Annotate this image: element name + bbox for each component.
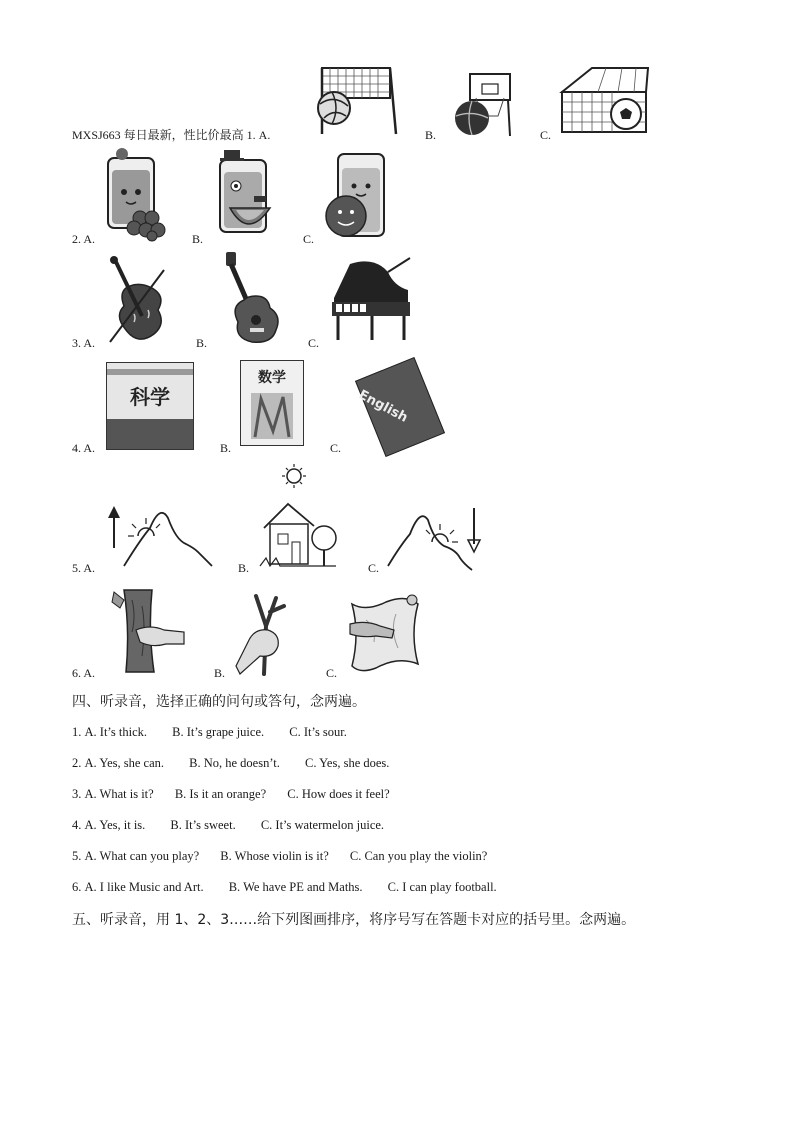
option-a: A. I like Music and Art. (84, 880, 204, 894)
question-2 (72, 756, 389, 771)
option-c: C. It’s sour. (289, 725, 347, 739)
question-6 (72, 880, 497, 895)
row3-label-b: B. (196, 336, 208, 350)
option-c: C. How does it feel? (287, 787, 390, 801)
row2-label-a: 2. A. (72, 232, 96, 246)
violin-image (100, 256, 172, 346)
row5-label-c: C. (368, 561, 380, 575)
sunrise-mountain-image (104, 500, 216, 572)
sunset-mountain-image (386, 500, 486, 574)
row6-label-a: 6. A. (72, 666, 96, 680)
row3-label-a: 3. A. (72, 336, 96, 350)
row3-label-c: C. (308, 336, 320, 350)
science-book-image (106, 362, 194, 450)
option-a: A. Yes, she can. (84, 756, 165, 770)
english-book-image (352, 358, 446, 452)
option-b: B. No, he doesn’t. (189, 756, 280, 770)
option-b: B. Is it an orange? (174, 787, 267, 801)
volleyball-net-image (310, 64, 405, 136)
section4-heading: 四、听录音，选择正确的问句或答句，念两遍。 (72, 694, 366, 710)
question-number: 4. (72, 818, 82, 832)
math-book-title: 数学 (258, 370, 286, 386)
question-number: 1. (72, 725, 82, 739)
row2-label-b: B. (192, 232, 204, 246)
question-4 (72, 818, 384, 833)
option-b: B. Whose violin is it? (220, 849, 329, 863)
option-a: A. What can you play? (84, 849, 200, 863)
row1-label-b: B. (425, 128, 437, 142)
row1-label-c: C. (540, 128, 552, 142)
row1-header-text: MXSJ663 每日最新，性比价最高 1. A. (72, 128, 271, 142)
question-5 (72, 849, 487, 864)
option-b: B. We have PE and Maths. (228, 880, 363, 894)
orange-juice-image (322, 152, 388, 242)
option-a: A. Yes, it is. (84, 818, 146, 832)
question-number: 2. (72, 756, 82, 770)
option-b: B. It’s sweet. (170, 818, 236, 832)
question-number: 6. (72, 880, 82, 894)
question-number: 3. (72, 787, 82, 801)
option-a: A. It’s thick. (84, 725, 147, 739)
row4-label-b: B. (220, 441, 232, 455)
row4-label-c: C. (330, 441, 342, 455)
grape-juice-image (104, 148, 166, 242)
guitar-image (216, 250, 286, 346)
row5-label-a: 5. A. (72, 561, 96, 575)
option-c: C. Can you play the violin? (349, 849, 488, 863)
house-sun-image (258, 462, 342, 570)
row6-label-c: C. (326, 666, 338, 680)
section5-heading: 五、听录音，用 1、2、3……给下列图画排序，将序号写在答题卡对应的括号里。念两遍。 (72, 912, 636, 928)
pillow-touch-image (346, 590, 426, 678)
science-book-title: 科学 (130, 385, 170, 409)
row6-label-b: B. (214, 666, 226, 680)
english-book-title: English (355, 387, 411, 426)
soccer-goal-image (558, 62, 654, 136)
branch-holding-image (234, 586, 294, 676)
row4-label-a: 4. A. (72, 441, 96, 455)
option-c: C. I can play football. (387, 880, 497, 894)
math-book-image (240, 360, 304, 446)
tree-trunk-touch-image (106, 586, 186, 674)
question-1 (72, 725, 347, 740)
question-number: 5. (72, 849, 82, 863)
piano-image (328, 256, 412, 344)
option-b: B. It’s grape juice. (172, 725, 265, 739)
watermelon-juice-image (214, 148, 278, 242)
option-a: A. What is it? (84, 787, 154, 801)
row2-label-c: C. (303, 232, 315, 246)
row5-label-b: B. (238, 561, 250, 575)
option-c: C. It’s watermelon juice. (260, 818, 385, 832)
basketball-hoop-image (448, 70, 518, 140)
question-3 (72, 787, 390, 802)
option-c: C. Yes, she does. (305, 756, 390, 770)
